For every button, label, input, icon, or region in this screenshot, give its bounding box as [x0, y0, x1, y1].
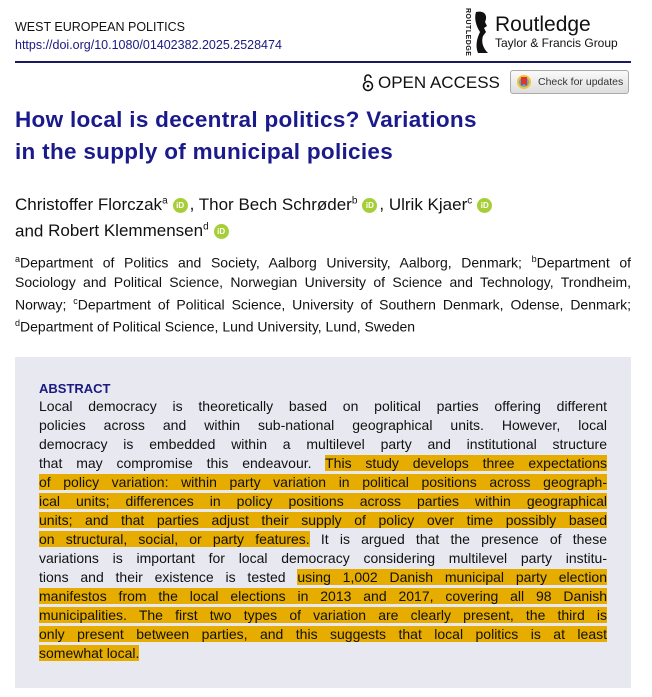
author-name: Ulrik Kjaer [388, 194, 468, 214]
orcid-icon[interactable]: iD [362, 198, 377, 213]
highlighted-text: municipalities. The first two types of variation are clearly present, the third is [39, 607, 607, 623]
journal-name: WEST EUROPEAN POLITICS [15, 20, 185, 34]
highlighted-text: on structural, social, or party features. [39, 531, 310, 547]
abstract-line [39, 492, 607, 511]
article-title [15, 104, 477, 168]
highlighted-text: only present between parties, and this suggests that local politics is at least [39, 626, 607, 642]
abstract-text-segment: Local democracy is theoretically based on political parties offering different [39, 398, 607, 414]
author[interactable] [15, 195, 168, 214]
affiliation: Department of Political Science, Lund University, Lund, Sweden [20, 318, 416, 335]
affiliation: Department of Politics and Society, Aalborg University, Aalborg, Denmark; [20, 254, 532, 271]
abstract-line [39, 606, 607, 625]
abstract-line [39, 568, 607, 587]
journal-header [15, 18, 282, 54]
author[interactable] [389, 195, 472, 214]
affiliation-mark: c [73, 295, 78, 306]
publisher-name: Routledge [495, 13, 591, 37]
abstract-line [39, 454, 607, 473]
abstract-line [39, 625, 607, 644]
header-divider [15, 61, 631, 63]
check-for-updates-label: Check for updates [538, 76, 624, 88]
abstract-line [39, 587, 607, 606]
logo-vertical-text: ROUTLEDGE [464, 8, 471, 57]
affiliations [15, 250, 631, 337]
abstract-box [15, 357, 631, 688]
abstract-text-segment: It is argued that the presence of these [309, 531, 607, 547]
abstract-line [39, 397, 607, 416]
author-list: Christoffer Florczak$^a$ iD , Thor Bech Schrøder$^b$ iD , Ulrik Kjaer$^c$ iD and Robert Klemmensen$^d$ iD [15, 189, 635, 242]
open-lock-icon [362, 74, 374, 92]
author-name: Christoffer Florczak [15, 194, 163, 214]
routledge-head-icon [473, 10, 489, 54]
author-affiliation-mark: b [351, 195, 358, 206]
publisher-group: Taylor & Francis Group [495, 36, 618, 51]
doi-link[interactable]: https://doi.org/10.1080/01402382.2025.2528474 [15, 38, 282, 52]
affiliation: Department of Political Science, University of Southern Denmark, Odense, Denmark; [77, 296, 631, 313]
abstract-line [39, 644, 607, 663]
orcid-icon[interactable]: iD [173, 198, 188, 213]
abstract-text-segment: that may compromise this endeavour. [39, 455, 326, 471]
check-for-updates-button[interactable] [510, 70, 629, 94]
highlighted-text: using 1,002 Danish municipal party election [297, 569, 608, 585]
title-line: How local is decentral politics? Variations [15, 107, 477, 132]
author-name: Robert Klemmensen [48, 221, 204, 241]
affiliation-mark: a [15, 254, 21, 264]
abstract-line [39, 473, 607, 492]
open-access-label: OPEN ACCESS [378, 73, 500, 92]
abstract-line [39, 549, 607, 568]
abstract-text [39, 397, 607, 663]
title-line: in the supply of municipal policies [15, 139, 394, 164]
abstract-line [39, 511, 607, 530]
orcid-icon[interactable]: iD [477, 198, 492, 213]
author-affiliation-mark: d [203, 221, 209, 233]
author-name: Thor Bech Schrøder [198, 194, 352, 214]
abstract-text-segment: democracy is embedded within a multilevel party and institutional structure [39, 436, 607, 452]
affiliation-mark: b [531, 254, 537, 264]
abstract-text-segment: policies across and within sub-national geographical units. However, local [39, 417, 607, 433]
abstract-line [39, 435, 607, 454]
highlighted-text: This study develops three expectations [325, 455, 607, 471]
affiliation: Department of Sociology and Political Science, Norwegian University of Science and Technology, Trondheim, Norway; [15, 254, 631, 313]
highlighted-text: units; and that parties adjust their supply of policy over time possibly based [39, 512, 607, 528]
highlighted-text: somewhat local. [39, 645, 140, 661]
abstract-heading: ABSTRACT [39, 381, 111, 396]
author-affiliation-mark: c [467, 195, 473, 206]
abstract-text-segment: variations is important for local democracy considering multilevel party institu- [39, 550, 607, 566]
orcid-icon[interactable]: iD [214, 224, 229, 239]
abstract-line [39, 530, 607, 549]
highlighted-text: ical units; differences in policy positions across parties within geographical [39, 493, 607, 509]
author[interactable] [48, 221, 209, 240]
crossmark-icon [516, 74, 532, 90]
highlighted-text: manifestos from the local elections in 2013 and 2017, covering all 98 Danish [39, 588, 607, 604]
abstract-text-segment: tions and their existence is tested [39, 569, 298, 585]
publisher-logo [464, 8, 618, 56]
author-affiliation-mark: a [162, 195, 168, 206]
highlighted-text: of policy variation: within party variation in political positions across geograph- [39, 474, 607, 490]
affiliation-mark: d [15, 318, 21, 329]
abstract-line [39, 416, 607, 435]
open-access-badge [362, 73, 500, 93]
author[interactable] [199, 195, 358, 214]
